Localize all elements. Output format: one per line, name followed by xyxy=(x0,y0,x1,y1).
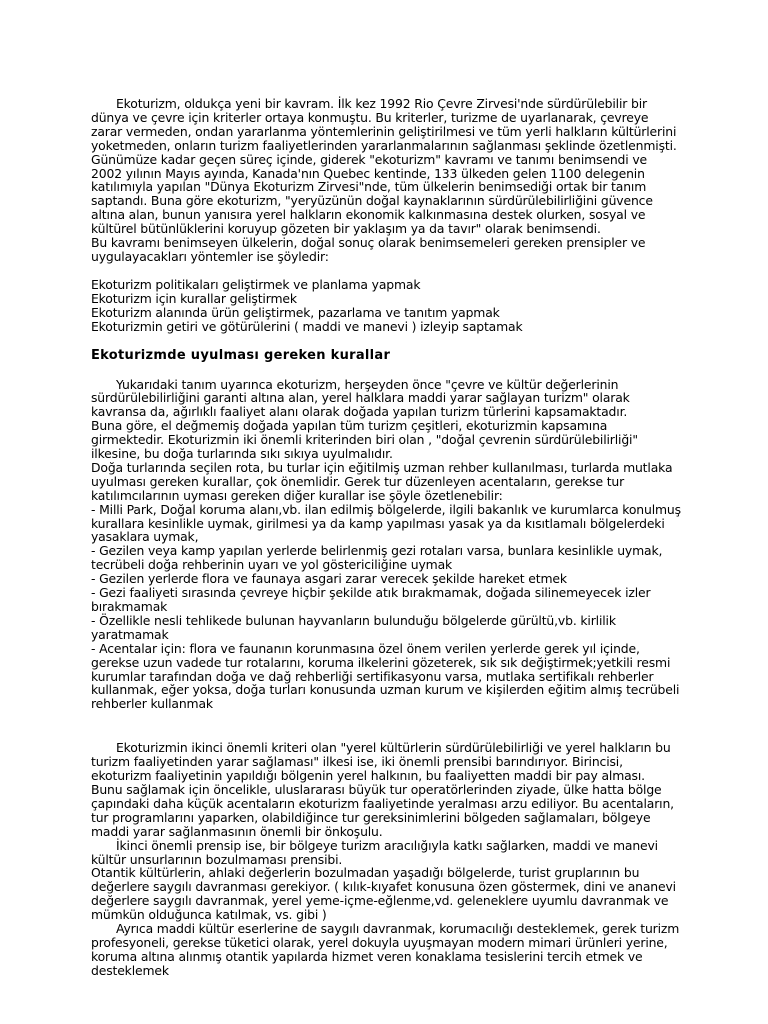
rule-item: - Gezilen yerlerde flora ve faunaya asgari zarar verecek şekilde hareket etmek xyxy=(91,571,567,587)
spacer xyxy=(91,711,681,741)
rule-item: - Özellikle nesli tehlikede bulunan hayvanların bulunduğu bölgelerde gürültü,vb. kirlilik yaratmamak xyxy=(91,612,616,642)
principle-item: Ekoturizmin getiri ve götürülerini ( maddi ve manevi ) izleyip saptamak xyxy=(91,318,523,334)
spacer xyxy=(91,364,681,378)
rules-paragraph-2: Buna göre, el değmemiş doğada yapılan tüm turizm çeşitleri, ekoturizmin kapsamına girmektedir. Ekoturizmin iki önemli kriterinden biri olan , "doğal çevrenin sürdürülebilirliği" ilkesine, bu doğa turlarında sıkı sıkıya uyulmalıdır. xyxy=(91,418,638,462)
culture-paragraph-1: Ekoturizmin ikinci önemli kriteri olan "yerel kültürlerin sürdürülebilirliği ve yerel halkların bu turizm faaliyetinden yarar sağlaması" ilkesi ise, iki önemli prensibi barındırıyor. Birincisi, ekoturizm faaliyetinin yapıldığı bölgenin yerel halkının, bu faaliyetten maddi bir pay alması. xyxy=(91,740,671,784)
culture-paragraph-5: Ayrıca maddi kültür eserlerine de saygılı davranmak, korumacılığı desteklemek, gerek turizm profesyoneli, gerekse tüketici olarak, yerel dokuyla uyuşmayan modern mimari ürünleri yerine, koruma altına alınmış otantik yapılarda hizmet veren konaklama tesislerini tercih etmek ve desteklemek xyxy=(91,921,680,978)
intro-paragraph-3: Bu kavramı benimseyen ülkelerin, doğal sonuç olarak benimsemeleri gereken prensipler ve uygulayacakları yöntemler ise şöyledir: xyxy=(91,235,646,264)
intro-paragraph-1: Ekoturizm, oldukça yeni bir kavram. İlk kez 1992 Rio Çevre Zirvesi'nde sürdürülebilir bir dünya ve çevre için kriterler ortaya konmuştu. Bu kriterler, turizme de uyarlanarak, çevreye zarar vermeden, ondan yararlanma yöntemlerinin geliştirilmesi ve tüm yerli halkların kültürlerini yoketmeden, onların turizm faaliyetlerinden yararlanmalarının sağlanması şeklinde özetlenmişti. xyxy=(91,96,677,153)
rule-item: - Milli Park, Doğal koruma alanı,vb. ilan edilmiş bölgelerde, ilgili bakanlık ve kurumlarca konulmuş kurallara kesinlikle uymak, girilmesi ya da kamp yapılması yasak ya da kısıtlamalı bölgelerdeki yasaklara uymak, xyxy=(91,501,681,545)
culture-paragraph-3: İkinci önemli prensip ise, bir bölgeye turizm aracılığıyla katkı sağlarken, maddi ve manevi kültür unsurlarının bozulmaması prensibi. xyxy=(91,837,658,867)
spacer xyxy=(91,264,681,278)
culture-paragraph-4: Otantik kültürlerin, ahlaki değerlerin bozulmadan yaşadığı bölgelerde, turist gruplarının bu değerlere saygılı davranması gerekiyor. ( kılık-kıyafet konusuna özen göstermek, dini ve ananevi değerlere saygılı davranmak, yerel yeme-içme-eğlenme,vd. geleneklere uyumlu davranmak ve mümkün olduğunca katılmak, vs. gibi ) xyxy=(91,865,676,923)
section-heading: Ekoturizmde uyulması gereken kurallar xyxy=(91,347,391,363)
intro-section xyxy=(91,97,681,264)
rules-paragraph-1: Yukarıdaki tanım uyarınca ekoturizm, herşeyden önce "çevre ve kültür değerlerinin sürdürülebilirliğini garanti altına alan, yerel halklara maddi yarar sağlayan turizm" olarak kavransa da, ağırlıklı faaliyet alanı olarak doğada yapılan turizm türlerini kapsamaktadır. xyxy=(91,376,630,420)
spacer xyxy=(91,334,681,348)
intro-paragraph-2: Günümüze kadar geçen süreç içinde, giderek "ekoturizm" kavramı ve tanımı benimsendi ve 2002 yılının Mayıs ayında, Kanada'nın Quebec kentinde, 133 ülkeden gelen 1100 delegenin katılımıyla yapılan "Dünya Ekoturizm Zirvesi"nde, tüm ülkelerin benimsediği ortak bir tanım saptandı. Buna göre ekoturizm, "yeryüzünün doğal kaynaklarının sürdürülebilirliğini güvence altına alan, bunun yanısıra yerel halkların ekonomik kalkınmasına destek olurken, sosyal ve kültürel bütünlüklerini koruyup gözeten bir yaklaşım ya da tavır" olarak benimsendi. xyxy=(91,151,653,237)
principle-item: Ekoturizm için kurallar geliştirmek xyxy=(91,290,297,306)
rule-item: - Gezilen veya kamp yapılan yerlerde belirlenmiş gezi rotaları varsa, bunlara kesinlikle uymak, tecrübeli doğa rehberinin uyarı ve yol göstericiliğine uymak xyxy=(91,543,663,573)
rules-section xyxy=(91,378,681,712)
culture-paragraph-2: Bunu sağlamak için öncelikle, uluslararası büyük tur operatörlerinden ziyade, ülke hatta bölge çapındaki daha küçük acentaların ekoturizm faaliyetinde yeralması arzu ediliyor. Bu acentaların, tur programlarını yaparken, olabildiğince tur gereksinimlerini bölgeden sağlamaları, bölgeye maddi yarar sağlanmasının önemli bir önkoşulu. xyxy=(91,781,674,839)
culture-section xyxy=(91,741,681,977)
document-page xyxy=(91,97,681,978)
principle-item: Ekoturizm politikaları geliştirmek ve planlama yapmak xyxy=(91,276,421,292)
rules-paragraph-3: Doğa turlarında seçilen rota, bu turlar için eğitilmiş uzman rehber kullanılması, turlarda mutlaka uyulması gereken kurallar, çok önemlidir. Gerek tur düzenleyen acentaların, gerekse tur katılımcılarının uyması gereken diğer kurallar ise şöyle özetlenebilir: xyxy=(91,459,673,503)
rule-item: - Gezi faaliyeti sırasında çevreye hiçbir şekilde atık bırakmamak, doğada silinemeyecek izler bırakmamak xyxy=(91,585,651,614)
principles-list xyxy=(91,278,681,334)
principle-item: Ekoturizm alanında ürün geliştirmek, pazarlama ve tanıtım yapmak xyxy=(91,304,500,320)
rule-item: - Acentalar için: flora ve faunanın korunmasına özel önem verilen yerlerde gerek yıl içinde, gerekse uzun vadede tur rotalarını, koruma ilkelerini gözeterek, sık sık değiştirmek;yetkili resmi kurumlar tarafından doğa ve dağ rehberliği sertifikasyonu varsa, mutlaka sertifikalı rehberler kullanmak, eğer yoksa, doğa turları konusunda uzman kurum ve kişilerden eğitim almış tecrübeli rehberler kullanmak xyxy=(91,640,680,712)
